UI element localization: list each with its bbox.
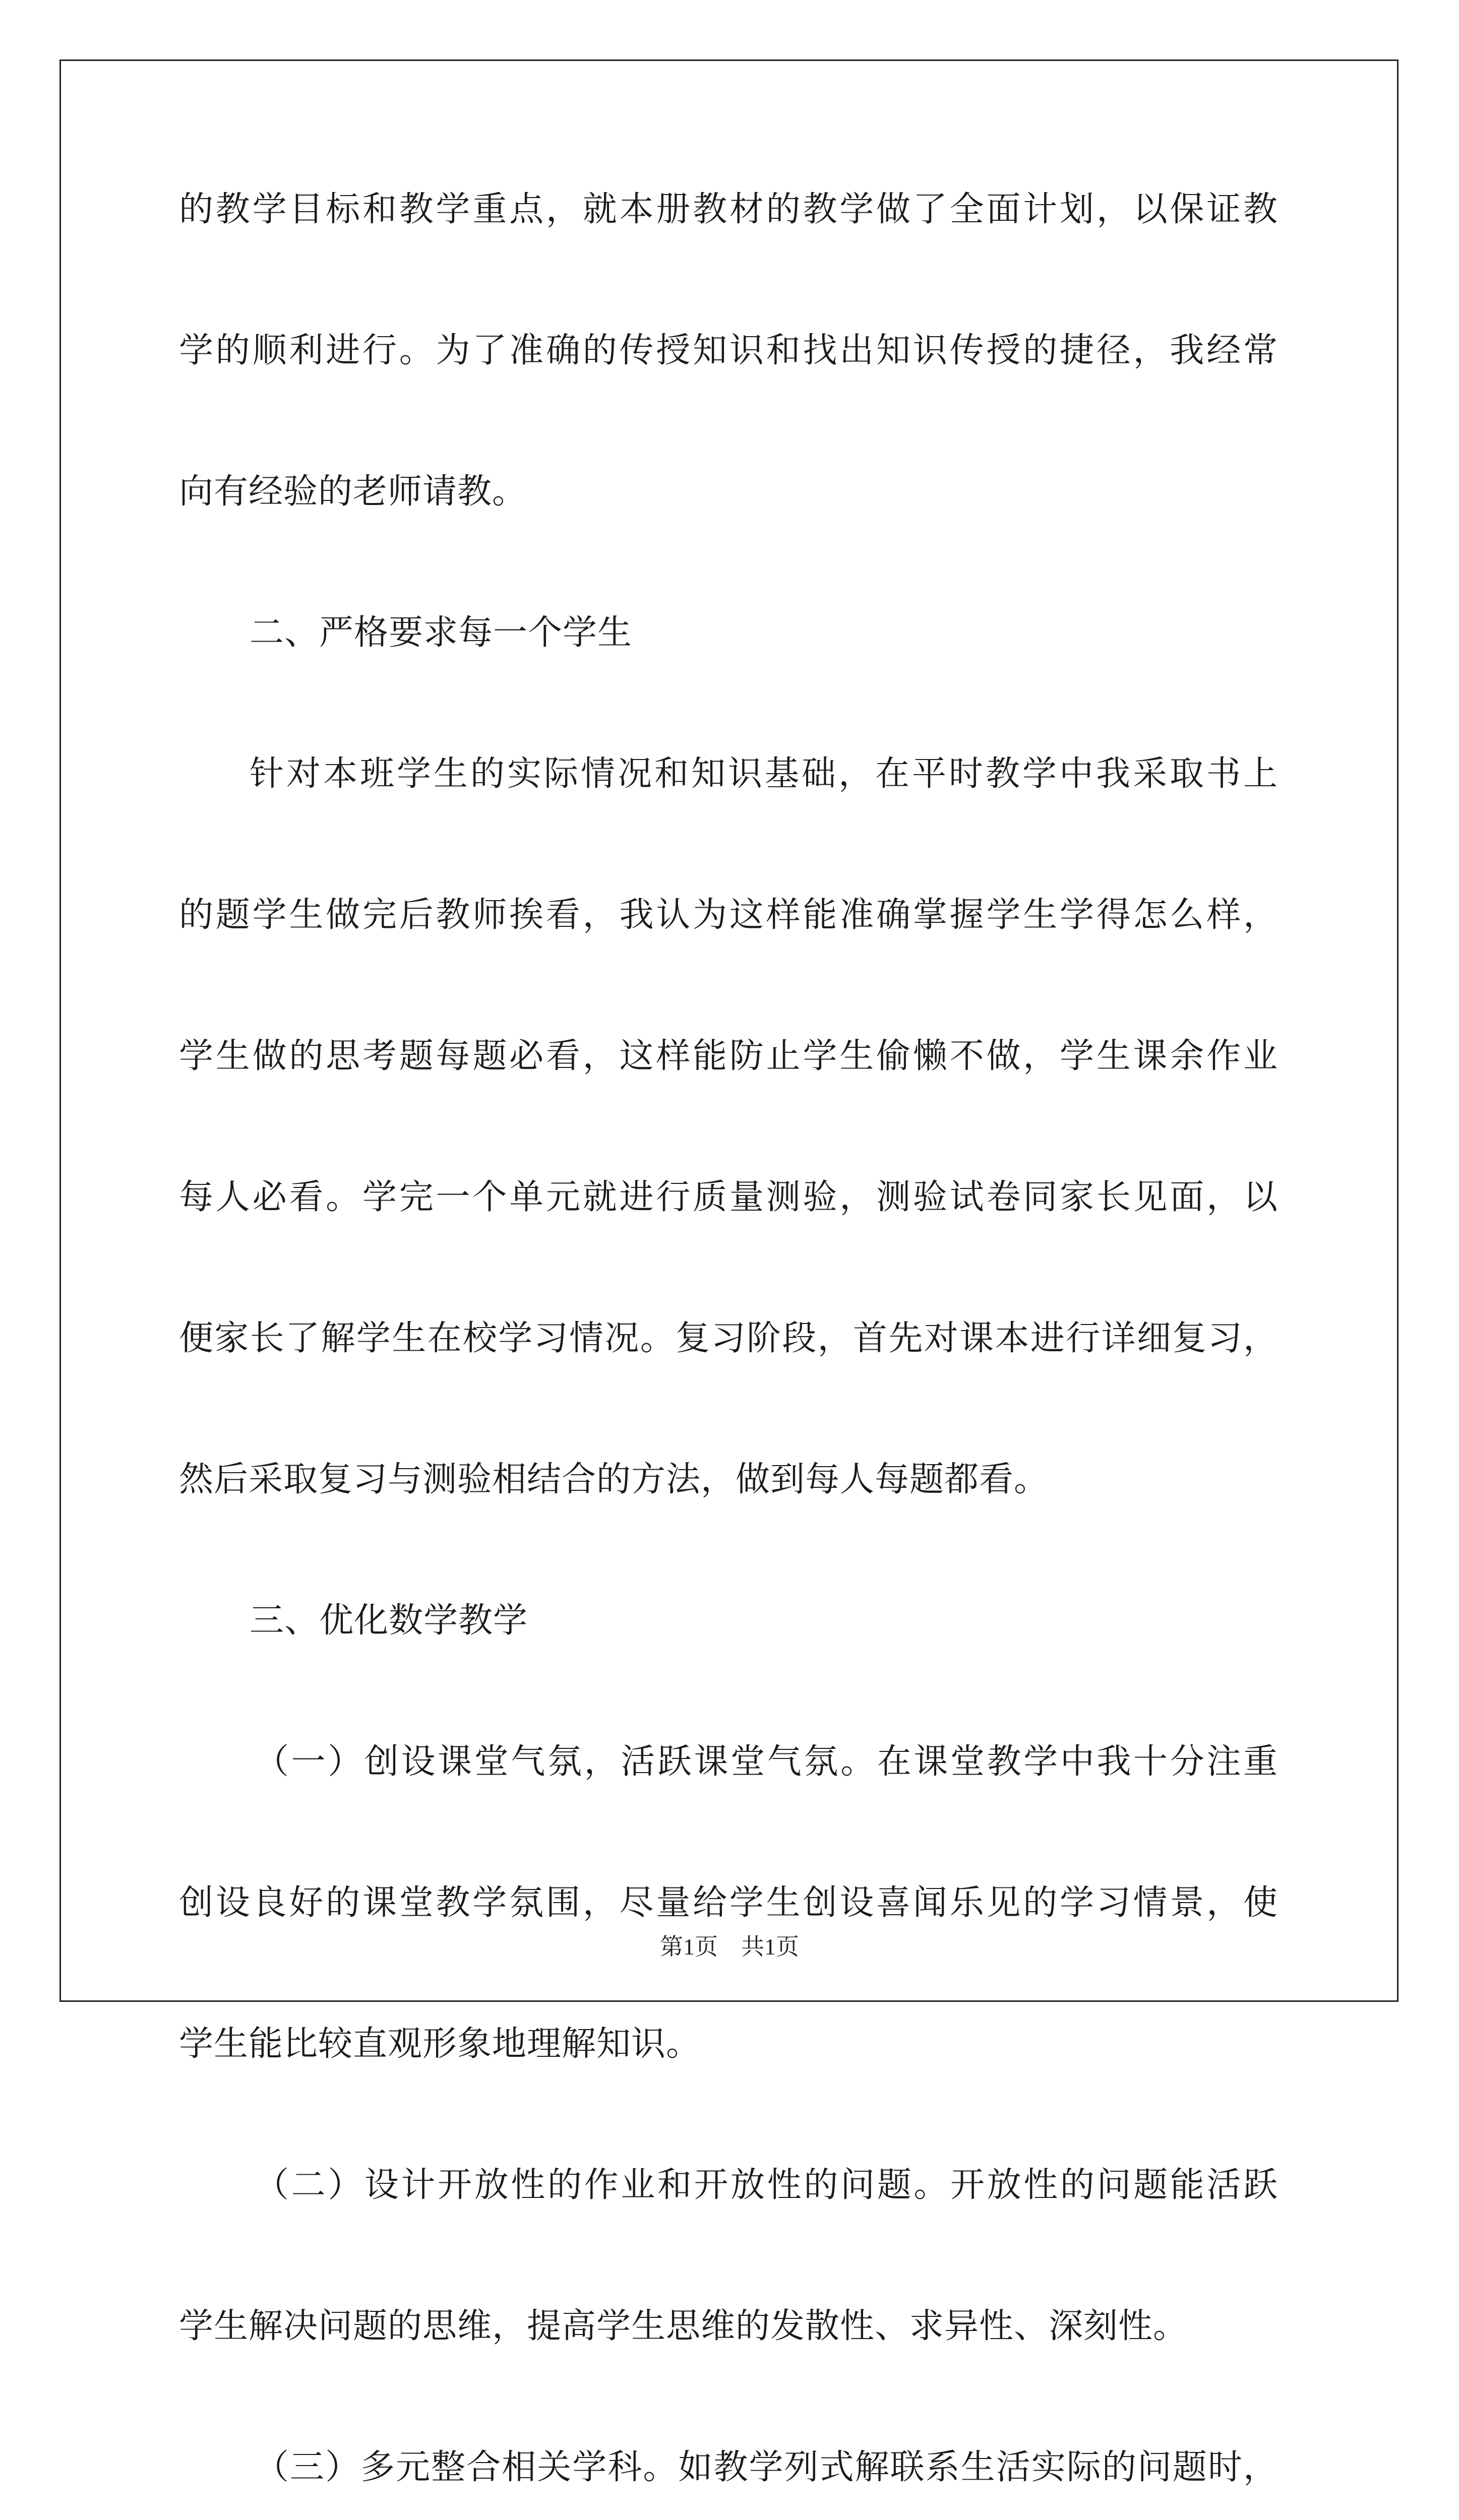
text-line: 针对本班学生的实际情况和知识基础，在平时教学中我采取书上 bbox=[250, 754, 1278, 794]
section-heading: 二、严格要求每一个学生 bbox=[250, 613, 633, 653]
text-line: 向有经验的老师请教。 bbox=[179, 472, 527, 512]
text-line: 便家长了解学生在校学习情况。复习阶段，首先对课本进行详细复习， bbox=[179, 1318, 1278, 1358]
text-line: 的题学生做完后教师挨看，我认为这样能准确掌握学生学得怎么样， bbox=[179, 895, 1278, 935]
section-heading: 三、优化数学教学 bbox=[250, 1601, 528, 1641]
text-line: 然后采取复习与测验相结合的方法，做到每人每题都看。 bbox=[179, 1460, 1049, 1499]
text-line: （一）创设课堂气氛，活跃课堂气氛。在课堂教学中我十分注重 bbox=[255, 1742, 1278, 1782]
text-line: 每人必看。学完一个单元就进行质量测验，测验试卷同家长见面，以 bbox=[179, 1177, 1278, 1217]
text-line: 学的顺利进行。为了准确的传授知识和找出知识传授的捷径，我经常 bbox=[179, 331, 1278, 370]
page-footer: 第1页 共1页 bbox=[660, 1934, 799, 1960]
text-line: 的教学目标和教学重点，就本册教材的教学做了全面计划，以保证教 bbox=[179, 190, 1278, 229]
document-body bbox=[179, 190, 1278, 2520]
text-line: （三）多元整合相关学科。如教学列式解联系生活实际的问题时， bbox=[255, 2447, 1278, 2487]
text-line: 学生解决问题的思维，提高学生思维的发散性、求异性、深刻性。 bbox=[179, 2306, 1188, 2346]
text-line: 创设良好的课堂教学氛围，尽量给学生创设喜闻乐见的学习情景，使 bbox=[179, 1883, 1278, 1923]
text-line: 学生能比较直观形象地理解知识。 bbox=[179, 2024, 701, 2064]
text-line: 学生做的思考题每题必看，这样能防止学生偷懒不做，学生课余作业 bbox=[179, 1036, 1278, 1076]
text-line: （二）设计开放性的作业和开放性的问题。开放性的问题能活跃 bbox=[255, 2165, 1278, 2205]
